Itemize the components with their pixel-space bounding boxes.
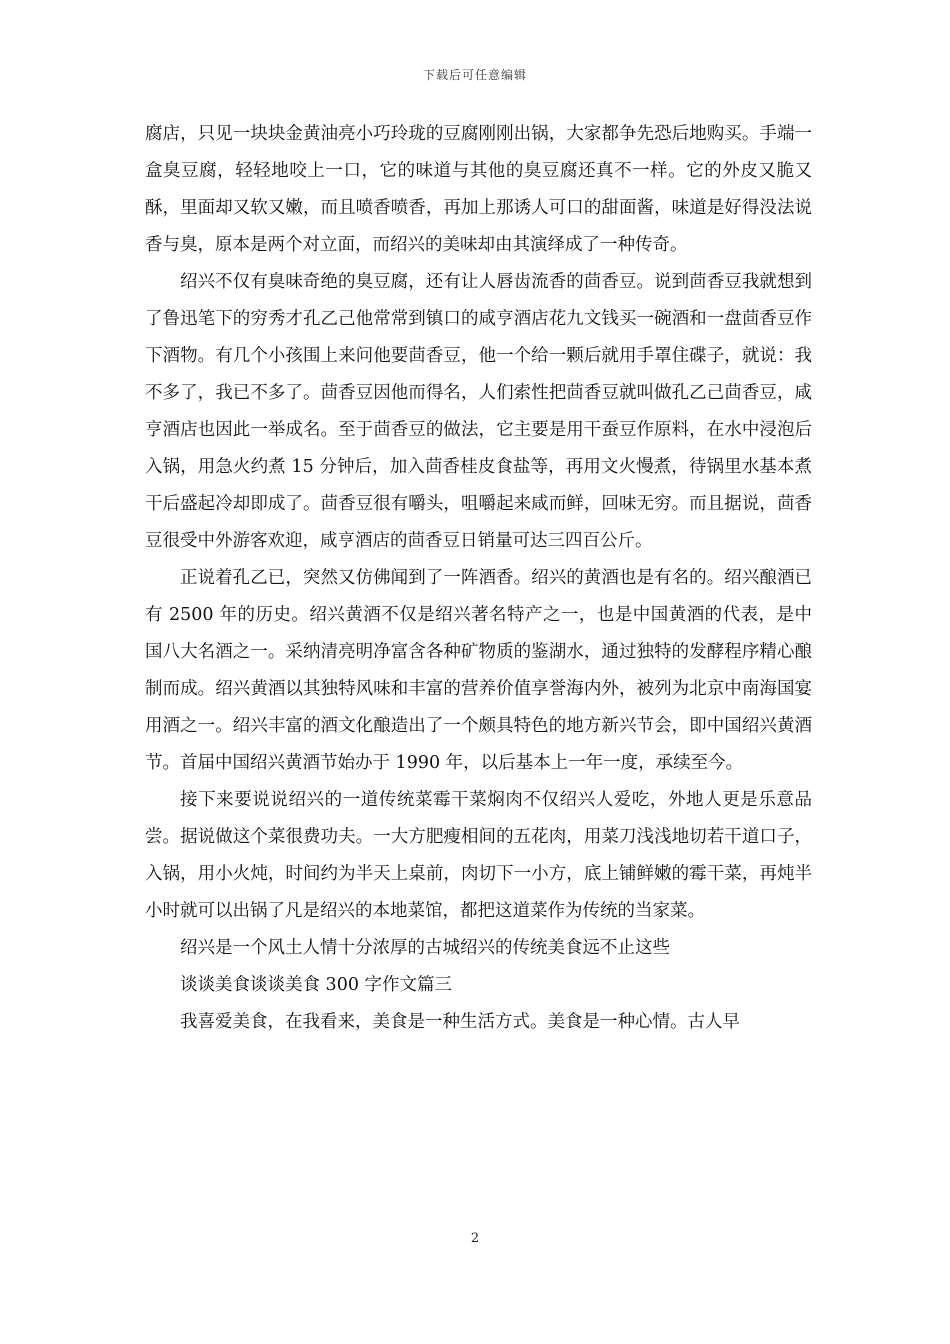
section-title: 谈谈美食谈谈美食 300 字作文篇三 bbox=[180, 975, 453, 995]
paragraph-3: 正说着孔乙已，突然又仿佛闻到了一阵酒香。绍兴的黄酒也是有名的。绍兴酿酒已有 2500 年的历史。绍兴黄酒不仅是绍兴著名特产之一，也是中国黄酒的代表，是中国八大名酒之一。采纳清亮明净富含各种矿物质的鉴湖水，通过独特的发酵程序精心酿制而成。绍兴黄酒以其独特风味和丰富的营养价值享誉海内外，被列为北京中南海国宴用酒之一。绍兴丰富的酒文化酿造出了一个颇具特色的地方新兴节会，即中国绍兴黄酒节。首届中国绍兴黄酒节始办于 1990 年，以后基本上一年一度，承续至今。 bbox=[145, 568, 812, 773]
paragraph-2: 绍兴不仅有臭味奇绝的臭豆腐，还有让人唇齿流香的茴香豆。说到茴香豆我就想到了鲁迅笔下的穷秀才孔乙己他常常到镇口的咸亨酒店花九文钱买一碗酒和一盘茴香豆作下酒物。有几个小孩围上来问他要茴香豆，他一个给一颗后就用手罩住碟子，就说：我不多了，我已不多了。茴香豆因他而得名，人们索性把茴香豆就叫做孔乙己茴香豆，咸亨酒店也因此一举成名。至于茴香豆的做法，它主要是用干蚕豆作原料，在水中浸泡后入锅，用急火约煮 15 分钟后，加入茴香桂皮食盐等，再用文火慢煮，待锅里水基本煮干后盛起冷却即成了。茴香豆很有嚼头，咀嚼起来咸而鲜，回味无穷。而且据说，茴香豆很受中外游客欢迎，咸亨酒店的茴香豆日销量可达三四百公斤。 bbox=[145, 272, 812, 551]
page-header: 下载后可任意编辑 bbox=[422, 68, 527, 82]
paragraph-4: 接下来要说说绍兴的一道传统菜霉干菜焖肉不仅绍兴人爱吃，外地人更是乐意品尝。据说做这个菜很费功夫。一大方肥瘦相间的五花肉，用菜刀浅浅地切若干道口子，入锅，用小火炖，时间约为半天上桌前，肉切下一小方，底上铺鲜嫩的霉干菜，再炖半小时就可以出锅了凡是绍兴的本地菜馆，都把这道菜作为传统的当家菜。 bbox=[145, 790, 812, 921]
paragraph-6: 我喜爱美食，在我看来，美食是一种生活方式。美食是一种心情。古人早 bbox=[180, 1012, 740, 1032]
document-body bbox=[145, 116, 812, 1041]
page-number: 2 bbox=[470, 1231, 480, 1246]
paragraph-5: 绍兴是一个风土人情十分浓厚的古城绍兴的传统美食远不止这些 bbox=[180, 938, 670, 958]
paragraph-1: 腐店，只见一块块金黄油亮小巧玲珑的豆腐刚刚出锅，大家都争先恐后地购买。手端一盒臭豆腐，轻轻地咬上一口，它的味道与其他的臭豆腐还真不一样。它的外皮又脆又酥，里面却又软又嫩，而且喷香喷香，再加上那诱人可口的甜面酱，味道是好得没法说香与臭，原本是两个对立面，而绍兴的美味却由其演绎成了一种传奇。 bbox=[145, 124, 812, 255]
